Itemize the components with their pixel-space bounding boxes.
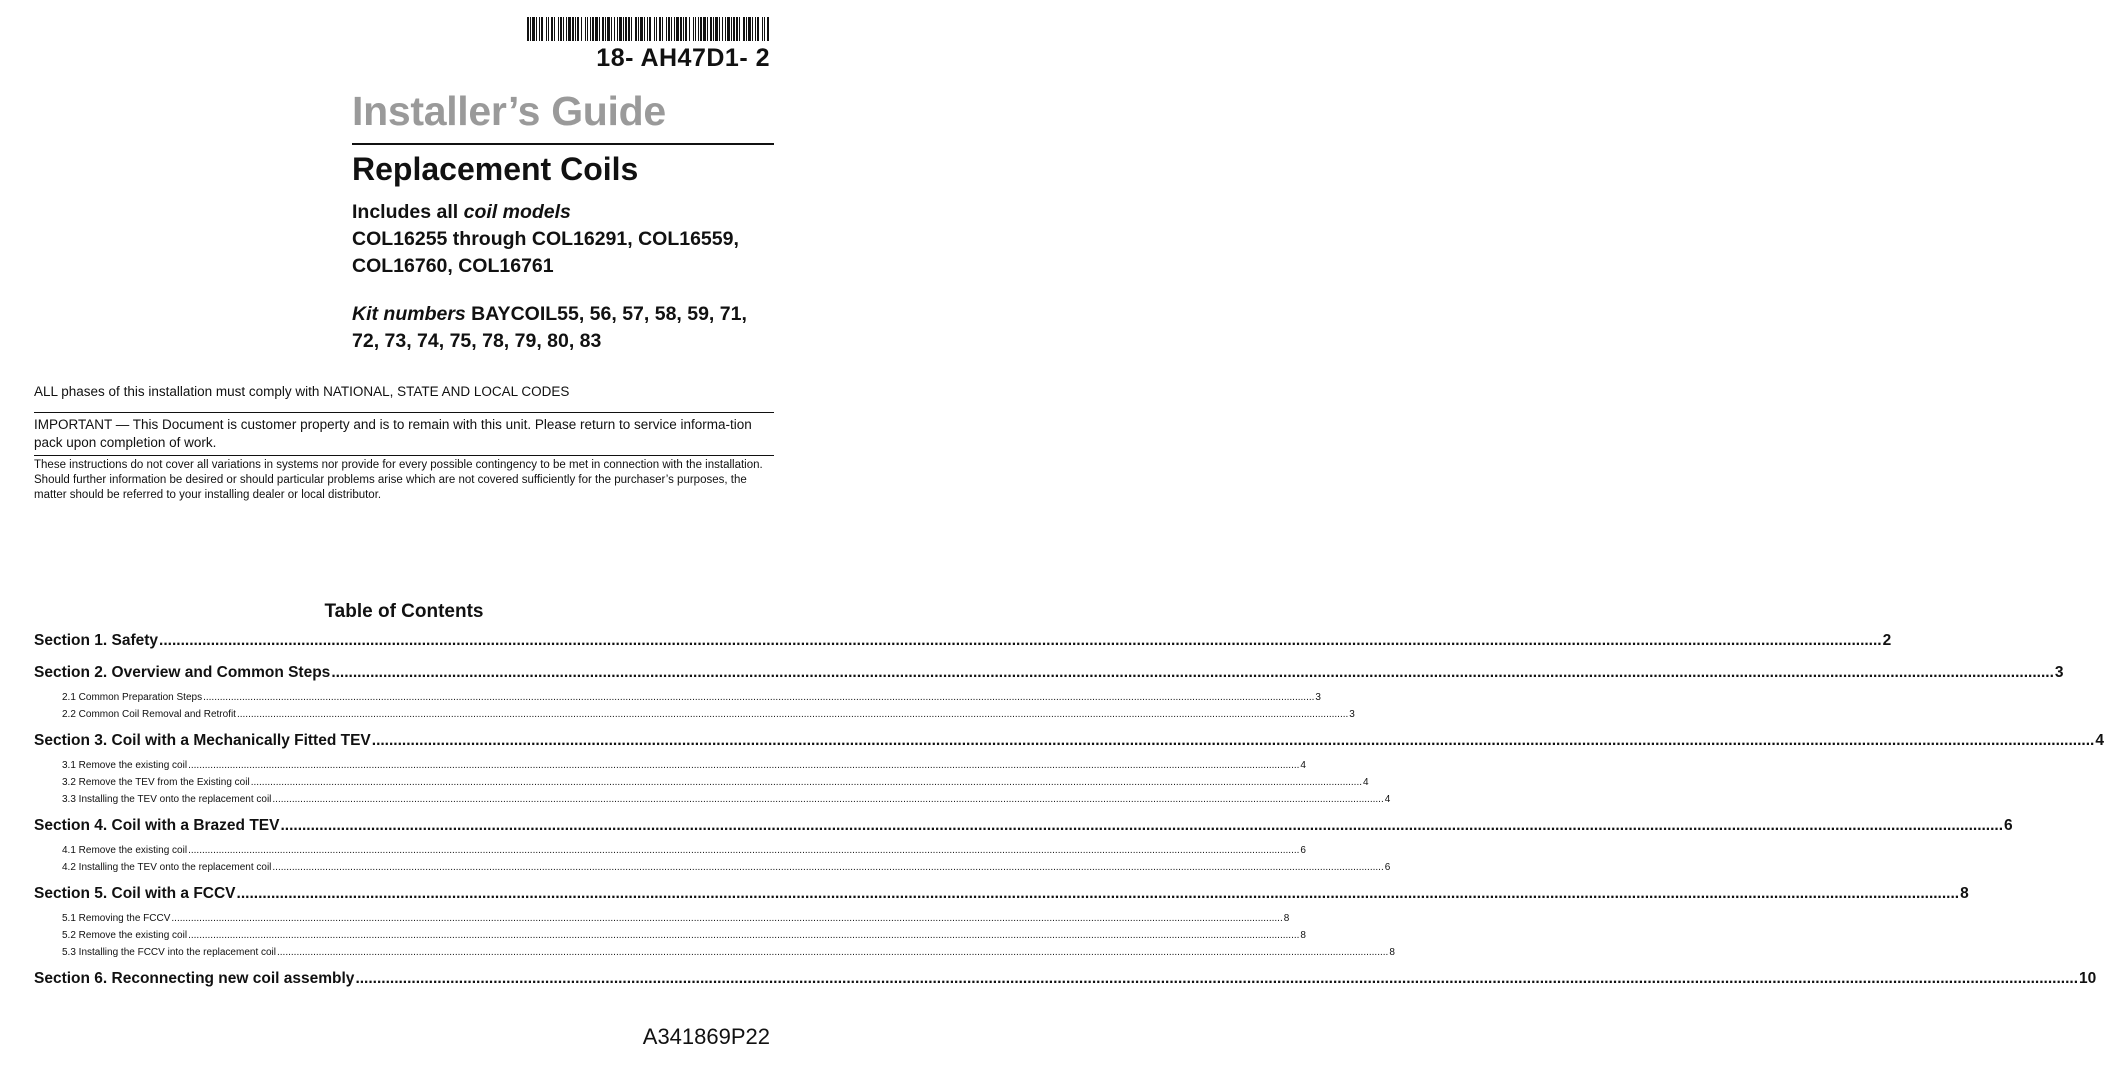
barcode-bar: [722, 17, 723, 41]
barcode-bar: [558, 17, 559, 41]
barcode-bar: [685, 17, 687, 41]
toc-leader-dots: ................................................................................................................................................................................................................................................................................................................................................................................................................: [331, 664, 2054, 681]
barcode-bar: [539, 17, 540, 41]
barcode-bar: [581, 17, 582, 41]
kits-label: Kit numbers: [352, 303, 466, 325]
toc-entry-label: 2.1 Common Preparation Steps: [62, 692, 203, 703]
toc-leader-dots: ................................................................................................................................................................................................................................................................................................................................................................................................................: [277, 947, 1389, 958]
barcode-bar: [743, 17, 745, 41]
barcode-bar: [715, 17, 718, 41]
barcode-bar: [725, 17, 726, 41]
barcode-bar: [628, 17, 630, 41]
toc-entry-page: 3: [1315, 692, 1321, 703]
toc-section-entry[interactable]: [34, 664, 2064, 690]
barcode-bar: [752, 17, 753, 41]
barcode-bar: [602, 17, 604, 41]
barcode-bar: [649, 17, 651, 41]
toc-entry-page: 4: [1300, 760, 1306, 771]
toc-entry-page: 8: [1960, 885, 1969, 902]
barcode-bar: [707, 17, 708, 41]
toc-subsection-entry[interactable]: [34, 709, 1355, 726]
toc-leader-dots: ................................................................................................................................................................................................................................................................................................................................................................................................................: [272, 862, 1384, 873]
barcode-bar: [700, 17, 702, 41]
barcode-bar: [710, 17, 712, 41]
barcode-bar: [566, 17, 567, 41]
barcode-bar: [695, 17, 696, 41]
toc-entry-page: 3: [1349, 709, 1355, 720]
title-rule: [352, 143, 774, 145]
barcode-bar: [764, 17, 765, 41]
product-title: Replacement Coils: [352, 151, 639, 187]
barcode-bar: [595, 17, 598, 41]
toc-subsection-entry[interactable]: [34, 760, 1306, 777]
barcode-bar: [592, 17, 594, 41]
toc-leader-dots: ................................................................................................................................................................................................................................................................................................................................................................................................................: [371, 732, 2095, 749]
toc-entry-page: 6: [1300, 845, 1306, 856]
toc-leader-dots: ................................................................................................................................................................................................................................................................................................................................................................................................................: [188, 845, 1300, 856]
barcode-bar: [671, 17, 672, 41]
toc-entry-label: 5.1 Removing the FCCV: [62, 913, 171, 924]
disclaimer: These instructions do not cover all variations in systems nor provide for every possible contingency to be met in connection with the installation. Should further information be desired or should particular problems arise which are not covered sufficiently for the purchaser’s purposes, the matter should be referred to your installing dealer or local distributor.: [34, 459, 763, 501]
toc-heading: Table of Contents: [324, 601, 484, 622]
toc-entry-label: Section 3. Coil with a Mechanically Fitted TEV: [34, 732, 371, 749]
toc-entry-label: 5.3 Installing the FCCV into the replacement coil: [62, 947, 276, 958]
kits-line-2: 72, 73, 74, 75, 78, 79, 80, 83: [352, 330, 602, 352]
kits-line-1: [352, 301, 782, 328]
barcode-bar: [605, 17, 606, 41]
toc-leader-dots: ................................................................................................................................................................................................................................................................................................................................................................................................................: [188, 930, 1300, 941]
toc-entry-page: 3: [2054, 664, 2064, 681]
barcode-bar: [689, 17, 690, 41]
toc-leader-dots: ................................................................................................................................................................................................................................................................................................................................................................................................................: [159, 632, 1882, 649]
codes-notice: ALL phases of this installation must comply with NATIONAL, STATE AND LOCAL CODES: [34, 384, 570, 399]
barcode-bar: [548, 17, 549, 41]
barcode-bar: [599, 17, 600, 41]
barcode-bar: [676, 17, 679, 41]
barcode-bar: [527, 17, 529, 41]
barcode-bar: [739, 17, 740, 41]
barcode-bar: [590, 17, 591, 41]
barcode-bar: [698, 17, 699, 41]
guide-title: Installer’s Guide: [352, 88, 666, 134]
toc-entry-page: 8: [1300, 930, 1306, 941]
barcode-bar: [638, 17, 639, 41]
barcode-bar: [536, 17, 537, 41]
barcode-bar: [757, 17, 759, 41]
toc-entry-label: Section 4. Coil with a Brazed TEV: [34, 817, 280, 834]
toc-entry-label: 3.3 Installing the TEV onto the replacement coil: [62, 794, 272, 805]
toc-subsection-entry[interactable]: [34, 930, 1306, 947]
barcode-bar: [719, 17, 720, 41]
barcode-bar: [748, 17, 751, 41]
barcode: [527, 17, 769, 41]
toc-entry-page: 8: [1283, 913, 1290, 924]
toc-entry-label: 2.2 Common Coil Removal and Retrofit: [62, 709, 236, 720]
toc-entry-page: 6: [1384, 862, 1391, 873]
barcode-bar: [703, 17, 706, 41]
barcode-bar: [674, 17, 675, 41]
barcode-bar: [762, 17, 763, 41]
model-list: [352, 199, 782, 280]
toc-subsection-entry[interactable]: [34, 692, 1321, 709]
barcode-bar: [572, 17, 574, 41]
barcode-bar: [666, 17, 667, 41]
barcode-bar: [554, 17, 555, 41]
toc-entry-label: Section 2. Overview and Common Steps: [34, 664, 331, 681]
barcode-bar: [654, 17, 655, 41]
toc-entry-page: 10: [2079, 970, 2097, 987]
barcode-bar: [635, 17, 637, 41]
barcode-bar: [746, 17, 747, 41]
intro-italic: coil models: [463, 201, 571, 223]
barcode-bar: [607, 17, 610, 41]
toc-subsection-entry[interactable]: [34, 913, 1290, 930]
toc-entry-label: 4.1 Remove the existing coil: [62, 845, 188, 856]
toc-entry-label: Section 6. Reconnecting new coil assembly: [34, 970, 355, 987]
toc-entry-page: 4: [1363, 777, 1369, 788]
barcode-bar: [587, 17, 588, 41]
barcode-bar: [662, 17, 663, 41]
toc-entry-label: 5.2 Remove the existing coil: [62, 930, 188, 941]
important-notice: IMPORTANT — This Document is customer property and is to remain with this unit. Please return to service informa-tion pack upon completion of work.: [34, 417, 752, 450]
toc-entry-label: 4.2 Installing the TEV onto the replacement coil: [62, 862, 272, 873]
toc-entry-page: 6: [2004, 817, 2013, 834]
barcode-bar: [617, 17, 618, 41]
barcode-bar: [727, 17, 730, 41]
kit-list: [352, 301, 782, 355]
barcode-bar: [731, 17, 732, 41]
barcode-bar: [733, 17, 735, 41]
toc-subsection-entry[interactable]: [34, 794, 1391, 811]
intro-prefix: Includes all: [352, 201, 464, 223]
toc-leader-dots: ................................................................................................................................................................................................................................................................................................................................................................................................................: [272, 794, 1384, 805]
divider: [34, 455, 774, 456]
barcode-bar: [680, 17, 682, 41]
barcode-bar: [755, 17, 756, 41]
table-of-contents: [34, 632, 2104, 996]
toc-section-entry[interactable]: [34, 632, 1892, 658]
barcode-bar: [713, 17, 714, 41]
barcode-bar: [647, 17, 648, 41]
intro-line: [352, 199, 782, 226]
toc-entry-label: Section 5. Coil with a FCCV: [34, 885, 236, 902]
barcode-bar: [668, 17, 670, 41]
toc-entry-page: 4: [1384, 794, 1391, 805]
barcode-bar: [659, 17, 661, 41]
toc-leader-dots: ................................................................................................................................................................................................................................................................................................................................................................................................................: [171, 913, 1283, 924]
document-code: 18- AH47D1- 2: [596, 44, 770, 72]
toc-leader-dots: ................................................................................................................................................................................................................................................................................................................................................................................................................: [203, 692, 1315, 703]
toc-entry-label: 3.2 Remove the TEV from the Existing coil: [62, 777, 250, 788]
toc-leader-dots: ................................................................................................................................................................................................................................................................................................................................................................................................................: [280, 817, 2004, 834]
barcode-bar: [683, 17, 684, 41]
barcode-bar: [530, 17, 531, 41]
barcode-bar: [614, 17, 615, 41]
barcode-bar: [532, 17, 535, 41]
barcode-bar: [575, 17, 576, 41]
divider: [34, 412, 774, 413]
barcode-bar: [619, 17, 622, 41]
barcode-bar: [767, 17, 769, 41]
toc-section-entry[interactable]: [34, 970, 2097, 996]
barcode-bar: [625, 17, 627, 41]
toc-leader-dots: ................................................................................................................................................................................................................................................................................................................................................................................................................: [188, 760, 1300, 771]
toc-section-entry[interactable]: [34, 885, 1969, 911]
toc-entry-label: 3.1 Remove the existing coil: [62, 760, 188, 771]
barcode-bar: [585, 17, 586, 41]
barcode-bar: [568, 17, 571, 41]
barcode-bar: [541, 17, 543, 41]
toc-entry-page: 2: [1882, 632, 1892, 649]
models-line-2: COL16760, COL16761: [352, 255, 554, 277]
toc-subsection-entry[interactable]: [34, 845, 1306, 862]
toc-subsection-entry[interactable]: [34, 862, 1391, 879]
toc-leader-dots: ................................................................................................................................................................................................................................................................................................................................................................................................................: [250, 777, 1363, 788]
toc-section-entry[interactable]: [34, 817, 2013, 843]
barcode-bar: [656, 17, 657, 41]
barcode-bar: [736, 17, 738, 41]
toc-leader-dots: ................................................................................................................................................................................................................................................................................................................................................................................................................: [236, 709, 1349, 720]
part-number: A341869P22: [642, 1024, 770, 1049]
toc-subsection-entry[interactable]: [34, 947, 1395, 964]
toc-leader-dots: ................................................................................................................................................................................................................................................................................................................................................................................................................: [355, 970, 2078, 987]
toc-entry-page: 8: [1389, 947, 1395, 958]
barcode-bar: [551, 17, 553, 41]
barcode-bar: [631, 17, 632, 41]
toc-entry-label: Section 1. Safety: [34, 632, 159, 649]
barcode-bar: [563, 17, 564, 41]
barcode-bar: [546, 17, 547, 41]
barcode-bar: [611, 17, 612, 41]
models-line-1: COL16255 through COL16291, COL16559,: [352, 228, 739, 250]
toc-entry-page: 4: [2095, 732, 2104, 749]
barcode-bar: [623, 17, 624, 41]
barcode-bar: [644, 17, 645, 41]
kits-numbers-1: BAYCOIL55, 56, 57, 58, 59, 71,: [465, 303, 747, 325]
barcode-bar: [577, 17, 579, 41]
toc-section-entry[interactable]: [34, 732, 2104, 758]
barcode-bar: [640, 17, 643, 41]
toc-subsection-entry[interactable]: [34, 777, 1369, 794]
barcode-bar: [560, 17, 562, 41]
barcode-bar: [693, 17, 694, 41]
toc-leader-dots: ................................................................................................................................................................................................................................................................................................................................................................................................................: [236, 885, 1960, 902]
